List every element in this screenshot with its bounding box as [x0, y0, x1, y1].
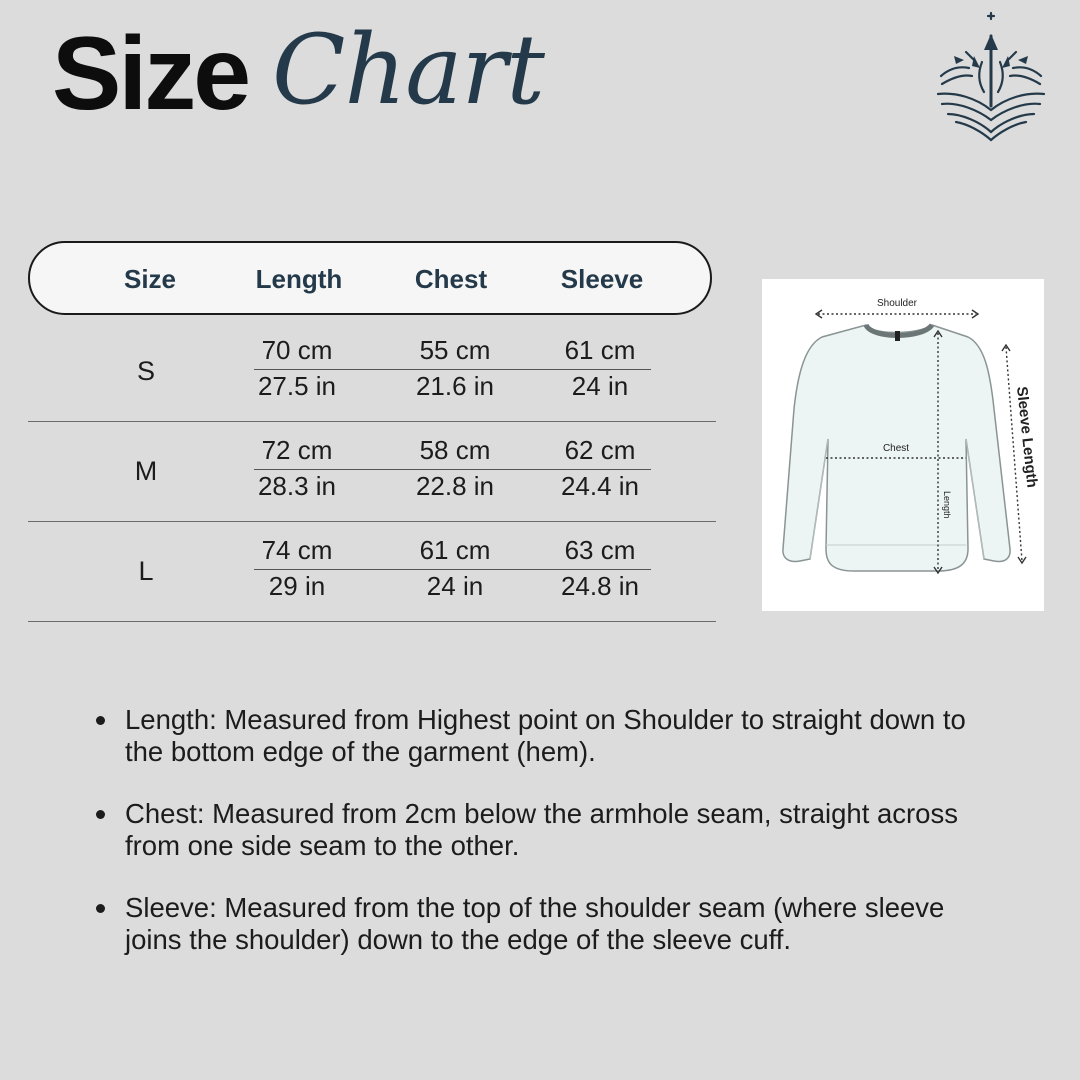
note-text: Chest: Measured from 2cm below the armhole seam, straight across from one side seam to the other. [125, 798, 958, 861]
size-table-header [28, 241, 712, 315]
table-row [28, 421, 716, 522]
bullet-icon [96, 904, 105, 913]
length-cm: 70 cm [261, 335, 333, 365]
length-in: 28.3 in [257, 471, 337, 501]
chest-cm: 58 cm [419, 435, 491, 465]
chest-in: 22.8 in [415, 471, 495, 501]
header-length: Length [255, 264, 343, 294]
arrow-lotus-logo-icon [934, 10, 1048, 144]
measurement-notes [92, 704, 992, 986]
sweatshirt-measurement-icon [762, 279, 1044, 611]
note-text: Length: Measured from Highest point on Shoulder to straight down to the bottom edge of the garment (hem). [125, 704, 966, 767]
bullet-icon [96, 716, 105, 725]
note-text: Sleeve: Measured from the top of the shoulder seam (where sleeve joins the shoulder) down to the edge of the sleeve cuff. [125, 892, 945, 955]
row-size-label: S [136, 356, 155, 386]
length-in: 29 in [268, 571, 326, 601]
chest-in: 21.6 in [415, 371, 495, 401]
sleeve-in: 24.4 in [560, 471, 640, 501]
measurement-diagram [762, 279, 1044, 611]
sleeve-cm: 61 cm [564, 335, 636, 365]
table-row [28, 321, 716, 422]
list-item [92, 704, 992, 768]
header-chest: Chest [414, 264, 488, 294]
sleeve-length-label: Sleeve Length [1013, 385, 1041, 489]
chest-cm: 55 cm [419, 335, 491, 365]
title-size-word: Size [52, 16, 249, 132]
unit-divider [254, 469, 651, 470]
sleeve-in: 24 in [571, 371, 629, 401]
list-item [92, 892, 992, 956]
sleeve-in: 24.8 in [560, 571, 640, 601]
header-size: Size [123, 264, 177, 294]
row-size-label: M [134, 456, 158, 486]
list-item [92, 798, 992, 862]
chest-label: Chest [882, 443, 910, 454]
unit-divider [254, 569, 651, 570]
sleeve-cm: 63 cm [564, 535, 636, 565]
title-chart-word: Chart [272, 14, 544, 126]
unit-divider [254, 369, 651, 370]
length-cm: 72 cm [261, 435, 333, 465]
chest-cm: 61 cm [419, 535, 491, 565]
sleeve-cm: 62 cm [564, 435, 636, 465]
shoulder-label: Shoulder [876, 298, 918, 309]
length-label: Length [942, 491, 952, 519]
row-size-label: L [138, 556, 154, 586]
header-sleeve: Sleeve [560, 264, 644, 294]
length-cm: 74 cm [261, 535, 333, 565]
length-in: 27.5 in [257, 371, 337, 401]
table-row [28, 521, 716, 622]
chest-in: 24 in [426, 571, 484, 601]
bullet-icon [96, 810, 105, 819]
